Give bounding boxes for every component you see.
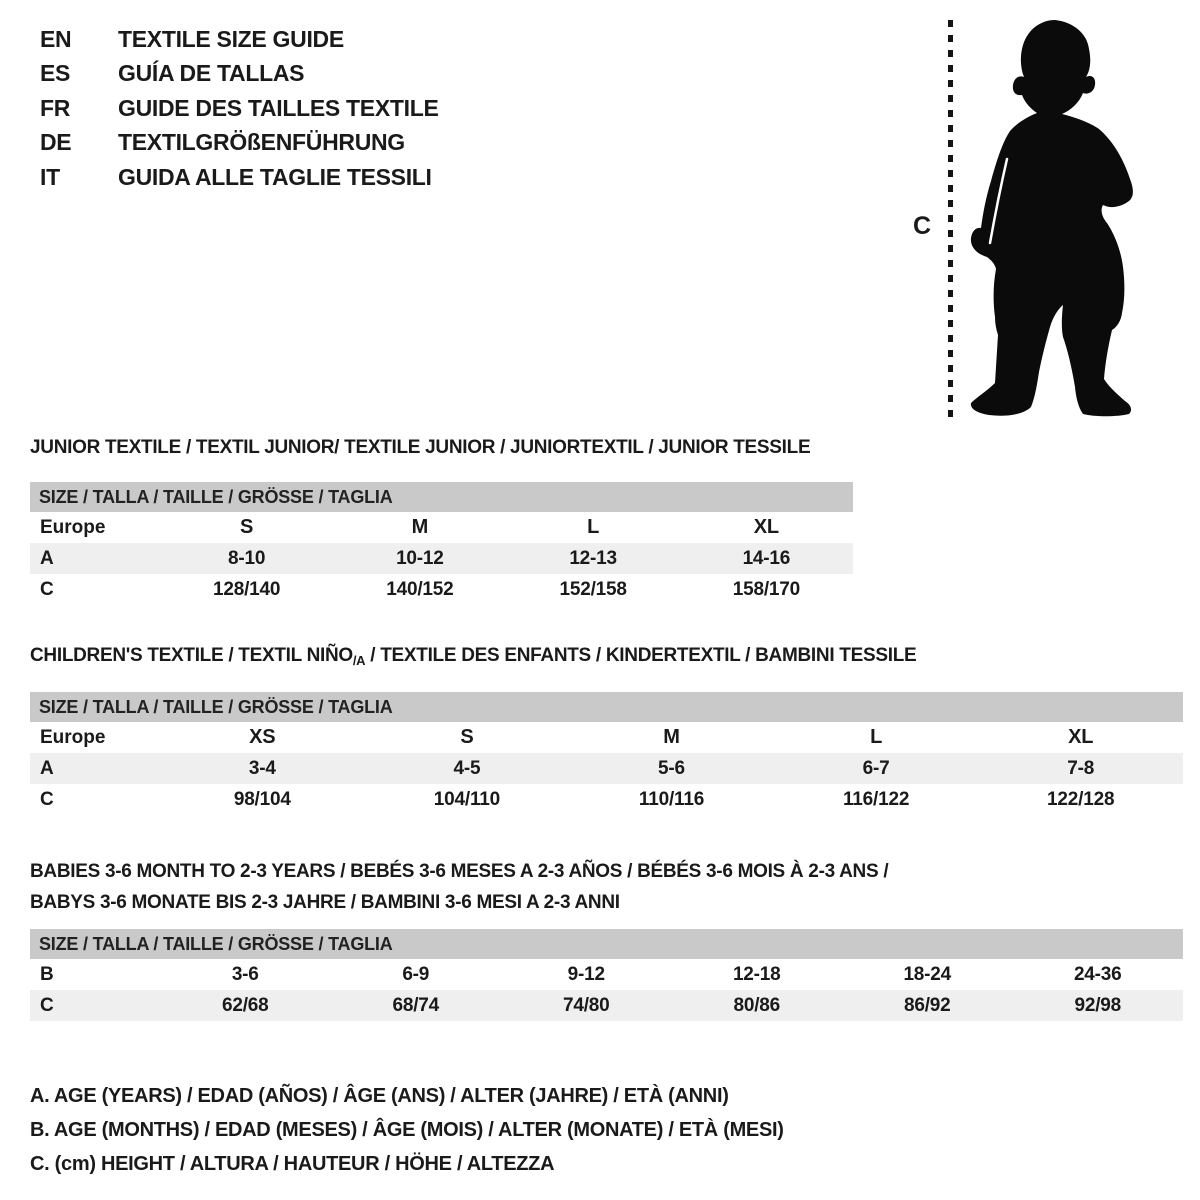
table-cell: 104/110 — [433, 788, 500, 810]
table-cell: 12-18 — [732, 963, 781, 985]
table-cell: 74/80 — [562, 994, 610, 1016]
language-code: FR — [40, 94, 71, 121]
row-label: C — [40, 578, 54, 600]
column-header: S — [460, 726, 474, 748]
table-cell: 158/170 — [732, 578, 801, 600]
table-row — [30, 959, 1183, 990]
table-cell: 152/158 — [559, 578, 627, 600]
language-code: EN — [40, 25, 72, 52]
table-cell: 98/104 — [233, 788, 291, 810]
size-table — [30, 482, 853, 605]
table-cell: 92/98 — [1074, 994, 1122, 1016]
toddler-silhouette-icon — [965, 17, 1135, 421]
row-label: A — [40, 547, 54, 569]
size-section-3 — [30, 856, 1183, 1181]
table-cell: 68/74 — [392, 994, 440, 1016]
language-code: IT — [40, 163, 60, 190]
table-cell: 128/140 — [212, 578, 281, 600]
legend — [30, 1079, 1183, 1181]
size-header-bar: SIZE / TALLA / TAILLE / GRÖSSE / TAGLIA — [30, 692, 1183, 722]
row-label: B — [40, 963, 54, 985]
table-row — [30, 753, 1183, 784]
size-table — [30, 929, 1183, 1021]
table-row — [30, 512, 853, 543]
row-label: A — [40, 757, 54, 779]
language-row — [40, 160, 439, 195]
height-measure-label: C — [913, 212, 932, 240]
table-row — [30, 574, 853, 605]
column-header: M — [663, 726, 680, 748]
size-section-1 — [30, 436, 1183, 605]
size-header-bar: SIZE / TALLA / TAILLE / GRÖSSE / TAGLIA — [30, 929, 1183, 959]
table-cell: 122/128 — [1047, 788, 1115, 810]
section-title-line: BABIES 3-6 MONTH TO 2-3 YEARS / BEBÉS 3-6 MESES A 2-3 AÑOS / BÉBÉS 3-6 MOIS À 2-3 ANS / — [30, 861, 889, 882]
table-cell: 12-13 — [569, 547, 617, 569]
column-header: XL — [753, 516, 779, 538]
table-cell: 10-12 — [396, 547, 444, 569]
section-title-part: CHILDREN'S TEXTILE / TEXTIL NIÑO — [30, 645, 353, 666]
row-label: Europe — [40, 516, 106, 538]
table-cell: 4-5 — [453, 757, 481, 779]
table-cell: 8-10 — [228, 547, 266, 569]
table-cell: 14-16 — [742, 547, 791, 569]
table-cell: 9-12 — [567, 963, 605, 985]
legend-line: B. AGE (MONTHS) / EDAD (MESES) / ÂGE (MOIS) / ALTER (MONATE) / ETÀ (MESI) — [30, 1119, 784, 1141]
section-title: JUNIOR TEXTILE / TEXTIL JUNIOR/ TEXTILE JUNIOR / JUNIORTEXTIL / JUNIOR TESSILE — [30, 437, 811, 458]
table-cell: 24-36 — [1073, 963, 1122, 985]
language-row — [40, 91, 439, 126]
table-cell: 110/116 — [638, 788, 705, 810]
table-row — [30, 722, 1183, 753]
table-cell: 116/122 — [842, 788, 910, 810]
column-header: S — [240, 516, 254, 538]
table-cell: 5-6 — [658, 757, 685, 779]
language-code: ES — [40, 60, 71, 87]
table-row — [30, 990, 1183, 1021]
table-cell: 18-24 — [903, 963, 952, 985]
column-header: XL — [1068, 726, 1094, 748]
language-title: TEXTILGRÖßENFÜHRUNG — [118, 129, 405, 156]
language-title: TEXTILE SIZE GUIDE — [118, 25, 344, 52]
table-cell: 3-6 — [231, 963, 259, 985]
column-header: XS — [249, 726, 276, 748]
column-header: L — [587, 516, 600, 538]
section-title-part: / TEXTILE DES ENFANTS / KINDERTEXTIL / BAMBINI TESSILE — [365, 645, 917, 666]
table-cell: 62/68 — [221, 994, 269, 1016]
table-row — [30, 784, 1183, 815]
language-row — [40, 126, 439, 161]
language-row — [40, 22, 439, 57]
legend-line: C. (cm) HEIGHT / ALTURA / HAUTEUR / HÖHE / ALTEZZA — [30, 1153, 555, 1175]
section-title-line: BABYS 3-6 MONATE BIS 2-3 JAHRE / BAMBINI 3-6 MESI A 2-3 ANNI — [30, 892, 620, 913]
size-section-2 — [30, 644, 1183, 815]
section-title — [30, 856, 1183, 918]
height-measure-line — [948, 20, 953, 418]
table-row — [30, 543, 853, 574]
size-table — [30, 692, 1183, 815]
table-cell: 3-4 — [248, 757, 276, 779]
section-title-part: /A — [352, 653, 366, 668]
table-cell: 6-9 — [402, 963, 430, 985]
sections — [30, 425, 1183, 1181]
table-cell: 7-8 — [1067, 757, 1095, 779]
column-header: L — [870, 726, 883, 748]
language-title: GUIDA ALLE TAGLIE TESSILI — [118, 163, 432, 190]
table-cell: 86/92 — [903, 994, 951, 1016]
language-row — [40, 57, 439, 92]
size-header-bar: SIZE / TALLA / TAILLE / GRÖSSE / TAGLIA — [30, 482, 853, 512]
language-code: DE — [40, 129, 72, 156]
row-label: Europe — [40, 726, 106, 748]
row-label: C — [40, 994, 54, 1016]
language-list — [40, 22, 439, 195]
legend-line: A. AGE (YEARS) / EDAD (AÑOS) / ÂGE (ANS) / ALTER (JAHRE) / ETÀ (ANNI) — [30, 1085, 729, 1107]
column-header: M — [411, 516, 429, 538]
language-title: GUÍA DE TALLAS — [118, 60, 305, 87]
section-title — [30, 644, 1183, 669]
table-cell: 6-7 — [862, 757, 890, 779]
table-cell: 140/152 — [386, 578, 454, 600]
table-cell: 80/86 — [733, 994, 781, 1016]
row-label: C — [40, 788, 54, 810]
language-title: GUIDE DES TAILLES TEXTILE — [118, 94, 439, 121]
